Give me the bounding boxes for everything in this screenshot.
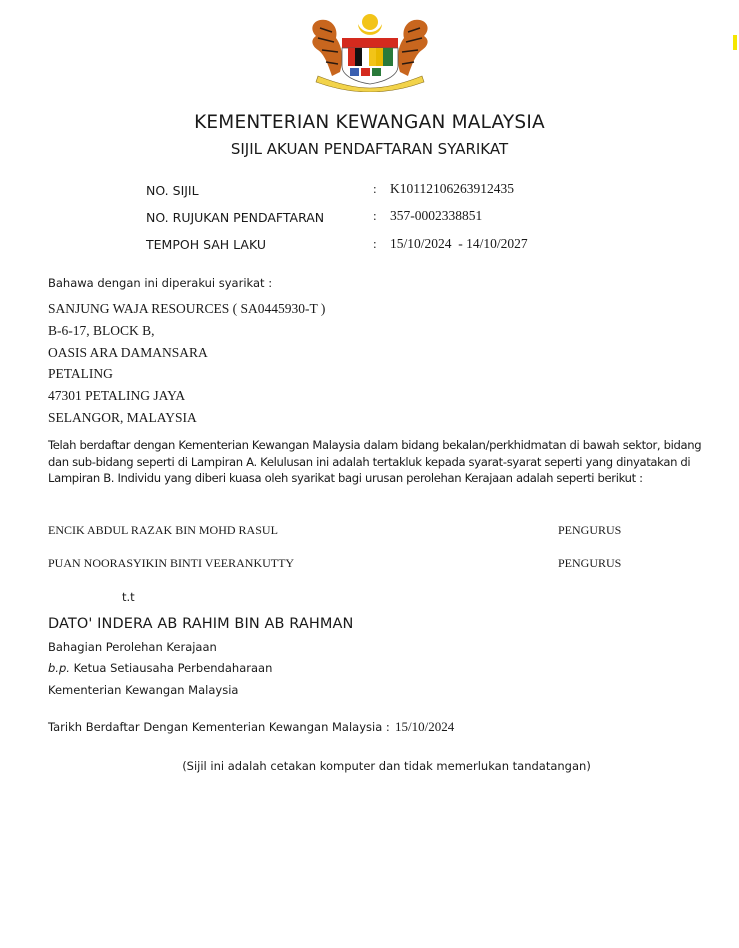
reference-number-colon: :: [373, 208, 377, 223]
registration-date-value: 15/10/2024: [395, 719, 455, 734]
address-line-5: SELANGOR, MALAYSIA: [48, 410, 197, 425]
reference-number-value: 357-0002338851: [390, 208, 483, 223]
address-line-2: OASIS ARA DAMANSARA: [48, 345, 208, 360]
address-line-1: B-6-17, BLOCK B,: [48, 323, 155, 338]
cert-number-colon: :: [373, 181, 377, 196]
bp-prefix: b.p.: [48, 661, 70, 675]
paragraph-line-1: Telah berdaftar dengan Kementerian Kewangan Malaysia dalam bidang bekalan/perkhidmatan di bawah sektor, bidang: [48, 438, 702, 452]
reference-number-label: NO. RUJUKAN PENDAFTARAN: [146, 210, 325, 225]
ministry-title: KEMENTERIAN KEWANGAN MALAYSIA: [194, 112, 545, 133]
authorized-person-role: PENGURUS: [558, 556, 622, 570]
registration-date-label: Tarikh Berdaftar Dengan Kementerian Kewangan Malaysia :: [48, 720, 390, 734]
signed-marker: t.t: [122, 590, 135, 604]
address-line-4: 47301 PETALING JAYA: [48, 388, 186, 403]
coat-of-arms-icon: [298, 6, 442, 92]
authorized-person-name: ENCIK ABDUL RAZAK BIN MOHD RASUL: [48, 523, 278, 537]
registration-paragraph: [48, 437, 728, 487]
paragraph-line-2: dan sub-bidang seperti di Lampiran A. Kelulusan ini adalah tertakluk kepada syarat-syarat seperti yang dinyatakan di: [48, 454, 691, 469]
authorized-person-name: PUAN NOORASYIKIN BINTI VEERANKUTTY: [48, 556, 295, 570]
paragraph-line-3: Lampiran B. Individu yang diberi kuasa oleh syarikat bagi urusan perolehan Kerajaan adalah seperti berikut :: [48, 471, 643, 486]
signer-division: Bahagian Perolehan Kerajaan: [48, 640, 217, 654]
validity-period-label: TEMPOH SAH LAKU: [146, 237, 266, 252]
signer-on-behalf: [48, 661, 272, 675]
company-name: SANJUNG WAJA RESOURCES ( SA0445930-T ): [48, 301, 326, 316]
certify-intro: Bahawa dengan ini diperakui syarikat :: [48, 276, 273, 290]
bp-title: Ketua Setiausaha Perbendaharaan: [73, 661, 273, 675]
signer-ministry: Kementerian Kewangan Malaysia: [48, 683, 239, 697]
cert-number-value: K10112106263912435: [390, 181, 514, 196]
authorized-person-role: PENGURUS: [558, 523, 622, 537]
signer-name: DATO' INDERA AB RAHIM BIN AB RAHMAN: [48, 616, 354, 632]
certificate-title: SIJIL AKUAN PENDAFTARAN SYARIKAT: [230, 140, 509, 158]
validity-period-value: 15/10/2024 - 14/10/2027: [390, 236, 528, 251]
cert-number-label: NO. SIJIL: [146, 183, 199, 198]
yellow-marker: [733, 35, 737, 50]
computer-generated-note: (Sijil ini adalah cetakan komputer dan tidak memerlukan tandatangan): [182, 759, 591, 773]
validity-period-colon: :: [373, 236, 377, 251]
address-line-3: PETALING: [48, 366, 113, 381]
